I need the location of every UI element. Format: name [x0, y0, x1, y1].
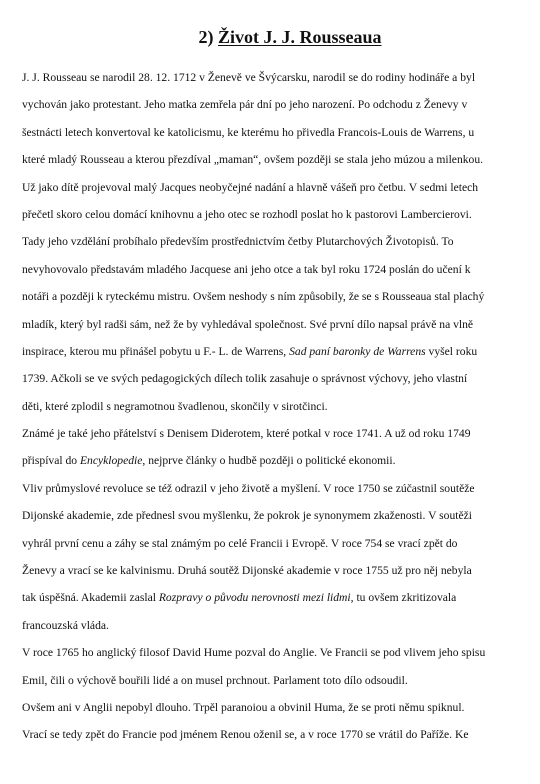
text-line: [22, 721, 520, 748]
text-span: Ovšem ani v Anglii nepobyl dlouho. Trpěl paranoiou a obvinil Huma, že se proti němu spiknul.: [22, 700, 465, 714]
text-line: [22, 639, 520, 666]
text-span: vychován jako protestant. Jeho matka zemřela pár dní po jeho narození. Po odchodu z Ženevy v: [22, 98, 468, 112]
text-line: [22, 256, 520, 283]
text-span: inspirace, kterou mu přinášel pobytu u F.- L. de Warrens,: [22, 344, 290, 358]
text-span: tu ovšem zkritizovala: [353, 591, 457, 605]
paragraph: [22, 639, 520, 694]
text-span: 1739. Ačkoli se ve svých pedagogických dílech tolik zasahuje o správnost výchovy, jeho vlastní: [22, 372, 468, 386]
text-line: [22, 64, 520, 91]
text-line: [22, 584, 520, 611]
text-line: [22, 365, 520, 392]
text-line: [22, 667, 520, 694]
text-span: francouzská vláda.: [22, 618, 109, 632]
text-span: V roce 1765 ho anglický filosof David Hume pozval do Anglie. Ve Francii se pod vlivem jeho spisu: [22, 646, 486, 660]
document-body: [22, 64, 520, 749]
text-line: [22, 612, 520, 639]
text-span: vyhrál první cenu a záhy se stal známým po celé Francii i Evropě. V roce 754 se vrací zpět do: [22, 536, 458, 550]
paragraph: [22, 694, 520, 749]
text-line: [22, 119, 520, 146]
text-span: které mladý Rousseau a kterou přezdíval „maman“, ovšem později se stala jeho múzou a milenkou.: [22, 153, 484, 167]
text-span: přispíval do: [22, 454, 80, 468]
page-title: [0, 26, 540, 48]
text-span: šestnácti letech konvertoval ke katolicismu, ke kterému ho přivedla Francois-Louis de Warrens, u: [22, 125, 475, 139]
text-line: [22, 694, 520, 721]
text-line: [22, 393, 520, 420]
text-span: přečetl skoro celou domácí knihovnu a jeho otec se rozhodl poslat ho k pastorovi Lambercierovi.: [22, 207, 472, 221]
text-span: Dijonské akademie, zde přednesl svou myšlenku, že pokrok je synonymem zkaženosti. V soutěži: [22, 509, 473, 523]
paragraph: [22, 420, 520, 475]
text-line: [22, 557, 520, 584]
text-line: [22, 228, 520, 255]
text-line: [22, 91, 520, 118]
paragraph: [22, 64, 520, 420]
text-span: Už jako dítě projevoval malý Jacques neobyčejné nadání a hlavně vášeň pro četbu. V sedmi letech: [22, 180, 479, 194]
text-line: [22, 502, 520, 529]
italic-title: Rozpravy o původu nerovnosti mezi lidmi,: [158, 591, 354, 605]
text-line: [22, 146, 520, 173]
title-text: Život J. J. Rousseaua: [217, 27, 382, 47]
text-line: [22, 283, 520, 310]
text-span: mladík, který byl radši sám, než že by vyhledával společnost. Své první dílo napsal právě na vlně: [22, 317, 474, 331]
text-line: [22, 420, 520, 447]
text-line: [22, 201, 520, 228]
text-span: , nejprve články o hudbě později o politické ekonomii.: [142, 454, 396, 468]
text-span: J. J. Rousseau se narodil 28. 12. 1712 v Ženevě ve Švýcarsku, narodil se do rodiny hodináře a byl: [22, 71, 476, 84]
text-span: nevyhovovalo představám mladého Jacquese ani jeho otce a tak byl roku 1724 poslán do učení k: [22, 262, 471, 276]
text-line: [22, 530, 520, 557]
text-span: Vrací se tedy zpět do Francie pod jménem Renou oženil se, a v roce 1770 se vrátil do Paříže. Ke: [22, 728, 469, 742]
text-span: notáři a později k ryteckému mistru. Ovšem neshody s ním způsobily, že se s Rousseaua stal plachý: [22, 290, 485, 304]
italic-title: Sad paní baronky de Warrens: [289, 344, 426, 358]
italic-title: Encyklopedie: [79, 454, 143, 468]
title-number: 2): [198, 27, 214, 47]
text-span: Ženevy a vrací se ke kalvinismu. Druhá soutěž Dijonské akademie v roce 1755 už pro něj nebyla: [22, 564, 472, 578]
text-line: [22, 475, 520, 502]
text-line: [22, 338, 520, 365]
text-span: Tady jeho vzdělání probíhalo především prostřednictvím četby Plutarchových Životopisů. To: [22, 235, 454, 249]
text-span: Známé je také jeho přátelství s Denisem Diderotem, které potkal v roce 1741. A už od roku 1749: [22, 427, 471, 441]
text-line: [22, 174, 520, 201]
paragraph: [22, 475, 520, 639]
text-line: [22, 311, 520, 338]
text-span: Vliv průmyslové revoluce se též odrazil v jeho životě a myšlení. V roce 1750 se zúčastnil soutěže: [22, 481, 475, 495]
text-span: vyšel roku: [425, 344, 478, 358]
text-line: [22, 447, 520, 474]
text-span: tak úspěšná. Akademii zaslal: [22, 591, 159, 605]
text-span: děti, které zplodil s negramotnou švadlenou, skončily v sirotčinci.: [22, 399, 328, 413]
text-span: Emil, čili o výchově bouřili lidé a on musel prchnout. Parlament toto dílo odsoudil.: [22, 673, 408, 687]
